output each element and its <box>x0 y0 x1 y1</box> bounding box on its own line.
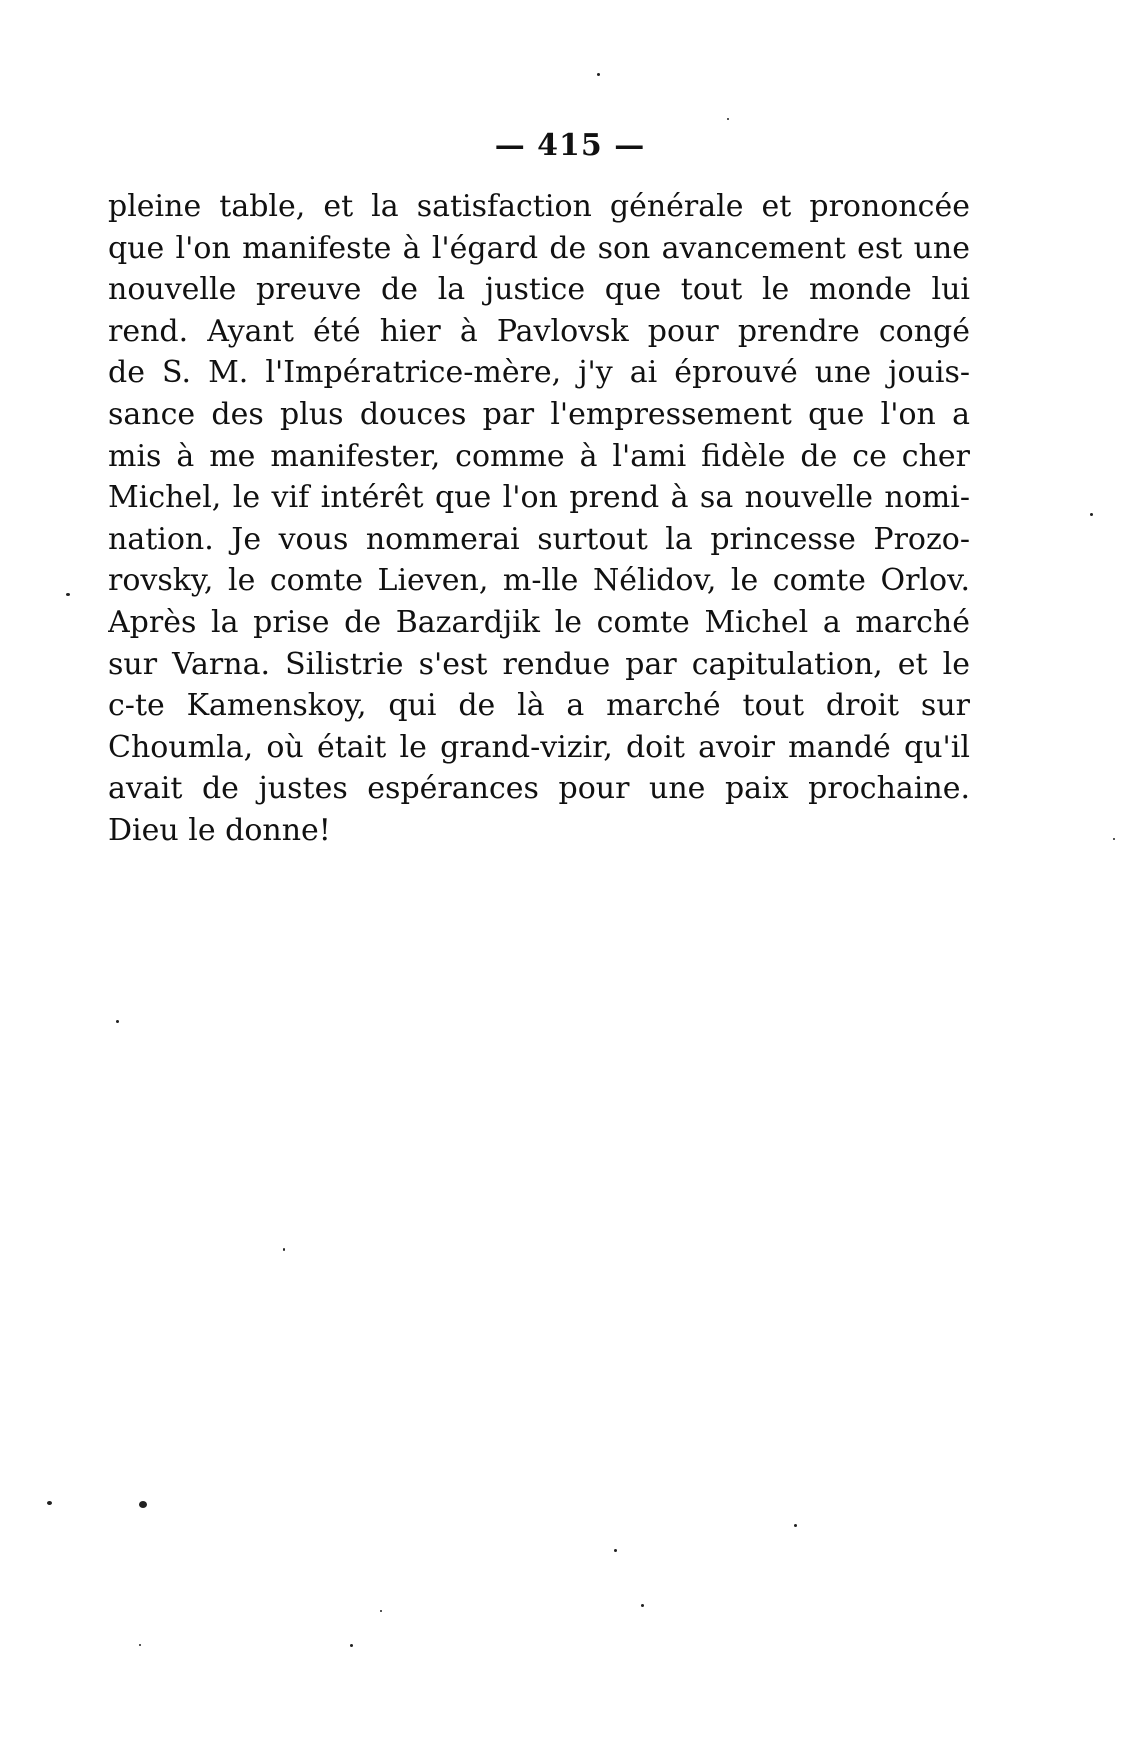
scan-speck <box>116 1020 119 1023</box>
text-line: nouvelle preuve de la justice que tout le monde lui <box>108 272 970 308</box>
scan-speck <box>597 73 600 76</box>
scan-speck <box>614 1549 617 1552</box>
scan-speck <box>139 1644 141 1646</box>
scan-speck <box>350 1644 353 1647</box>
text-line: c-te Kamenskoy, qui de là a marché tout droit sur <box>108 688 970 724</box>
body-text <box>108 186 970 852</box>
scan-speck <box>794 1524 797 1527</box>
text-line: Michel, le vif intérêt que l'on prend à sa nouvelle nomi- <box>108 480 970 516</box>
scan-speck <box>47 1501 52 1505</box>
text-line: Dieu le donne! <box>108 812 331 848</box>
scan-speck <box>1090 513 1093 516</box>
text-line: Choumla, où était le grand-vizir, doit avoir mandé qu'il <box>108 729 970 765</box>
scan-speck <box>380 1610 382 1612</box>
scan-speck <box>283 1248 285 1251</box>
text-line: avait de justes espérances pour une paix prochaine. <box>108 771 970 807</box>
scan-speck <box>641 1604 644 1607</box>
text-line: nation. Je vous nommerai surtout la princesse Prozo- <box>108 521 970 557</box>
page-number: — 415 — <box>494 128 646 163</box>
scan-speck <box>139 1501 147 1508</box>
text-line: mis à me manifester, comme à l'ami fidèle de ce cher <box>108 438 970 474</box>
text-line: Après la prise de Bazardjik le comte Michel a marché <box>108 604 970 640</box>
text-line: que l'on manifeste à l'égard de son avancement est une <box>108 230 970 266</box>
text-line: sur Varna. Silistrie s'est rendue par capitulation, et le <box>108 646 970 682</box>
scan-speck <box>727 118 729 120</box>
text-line: de S. M. l'Impératrice-mère, j'y ai éprouvé une jouis- <box>108 355 970 391</box>
scan-speck <box>66 593 70 596</box>
text-line: pleine table, et la satisfaction générale et prononcée <box>108 189 970 224</box>
text-line: rend. Ayant été hier à Pavlovsk pour prendre congé <box>108 313 970 349</box>
text-line: sance des plus douces par l'empressement que l'on a <box>108 396 970 432</box>
scan-speck <box>1113 838 1115 840</box>
text-line: rovsky, le comte Lieven, m-lle Nélidov, le comte Orlov. <box>108 563 970 599</box>
